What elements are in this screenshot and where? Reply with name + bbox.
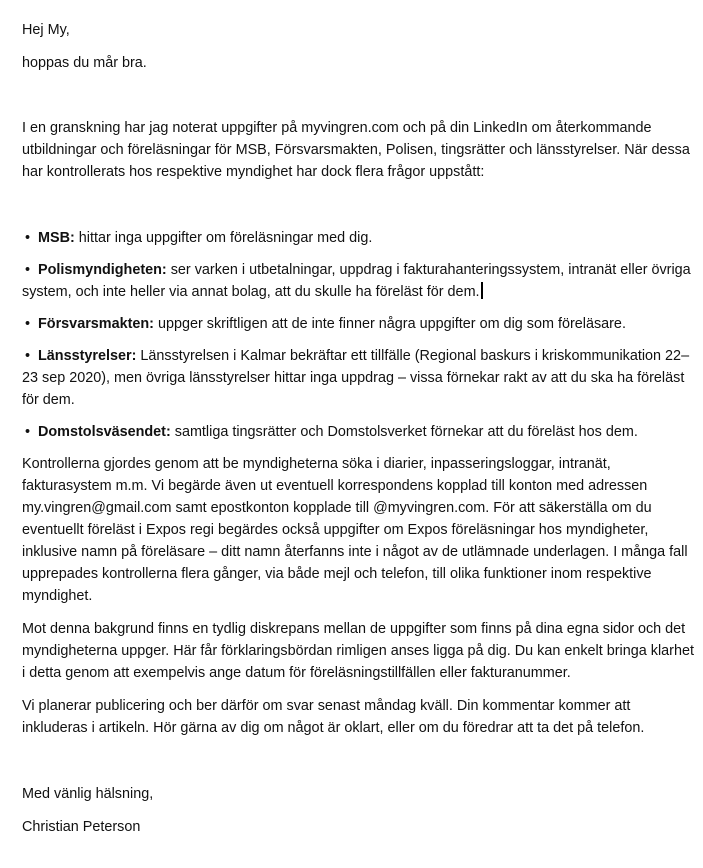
bullet-dot-icon: • [25,316,31,332]
text-cursor [481,282,483,299]
bullet-text: Länsstyrelsen i Kalmar bekräftar ett tillfälle (Regional baskurs i kriskommunikation 22–23 sep 2020), men övriga länsstyrelser hittar inga uppdrag – vissa förnekar rakt av att du ska ha föreläst för dem. [22,348,690,408]
bullet-label: Försvarsmakten: [38,316,154,332]
bullet-item-forsvarsmakten [22,313,694,335]
intro-paragraph: I en granskning har jag noterat uppgifter på myvingren.com och på din LinkedIn om återkommande utbildningar och föreläsningar för MSB, Försvarsmakten, Polisen, tingsrätter och länsstyrelser. När dessa har kontrollerats hos respektive myndighet har dock flera frågor uppstått: [22,120,690,180]
bullet-dot-icon: • [25,262,31,278]
body-paragraph: Kontrollerna gjordes genom att be myndigheterna söka i diarier, inpasseringsloggar, intranät, fakturasystem m.m. Vi begärde även ut eventuell korrespondens kopplad till konton med adressen my.vingren@gmail.com samt epostkonton kopplade till @myvingren.com. För att säkerställa om du eventuellt föreläst i Expos regi begärdes också uppgifter om Expos föreläsningar hos myndigheter, inklusive namn på föreläsare – ditt namn återfanns inte i något av de utlämnade underlagen. I många fall upprepades kontrollerna flera gånger, via både mejl och telefon, till olika funktioner inom respektive myndighet. [22,456,688,604]
bullet-label: MSB: [38,230,75,246]
greeting: Hej My, [22,22,70,38]
body-paragraph: Mot denna bakgrund finns en tydlig diskrepans mellan de uppgifter som finns på dina egna sidor och det myndigheterna uppger. Här får förklaringsbördan rimligen anses ligga på dig. Du kan enkelt bringa klarhet i detta genom att exempelvis ange datum för föreläsningstillfällen eller fakturanummer. [22,621,694,681]
bullet-text: ser varken i utbetalningar, uppdrag i fakturahanteringssystem, intranät eller övriga system, och inte heller via annat bolag, att du skulle ha föreläst för dem. [22,262,691,300]
closing: Med vänlig hälsning, [22,786,154,802]
body-paragraph: Vi planerar publicering och ber därför om svar senast måndag kväll. Din kommentar kommer att inkluderas i artikeln. Hör gärna av dig om något är oklart, eller om du föredrar att ta det på telefon. [22,698,645,736]
bullet-dot-icon: • [25,348,31,364]
bullet-label: Polismyndigheten: [38,262,167,278]
bullet-label: Länsstyrelser: [38,348,137,364]
bullet-text: samtliga tingsrätter och Domstolsverket förnekar att du föreläst hos dem. [170,424,638,440]
bullet-text: uppger skriftligen att de inte finner några uppgifter om dig som föreläsare. [153,316,626,332]
opener: hoppas du mår bra. [22,55,147,71]
bullet-item-lansstyrelser [22,345,694,411]
bullet-dot-icon: • [25,230,31,246]
bullet-item-domstolsvasendet [22,421,694,443]
bullet-dot-icon: • [25,424,31,440]
bullet-label: Domstolsväsendet: [38,424,171,440]
signature: Christian Peterson [22,819,141,835]
bullet-text: hittar inga uppgifter om föreläsningar med dig. [74,230,373,246]
document-body[interactable] [22,19,694,838]
bullet-item-msb [22,227,694,249]
bullet-item-polismyndigheten [22,259,694,303]
